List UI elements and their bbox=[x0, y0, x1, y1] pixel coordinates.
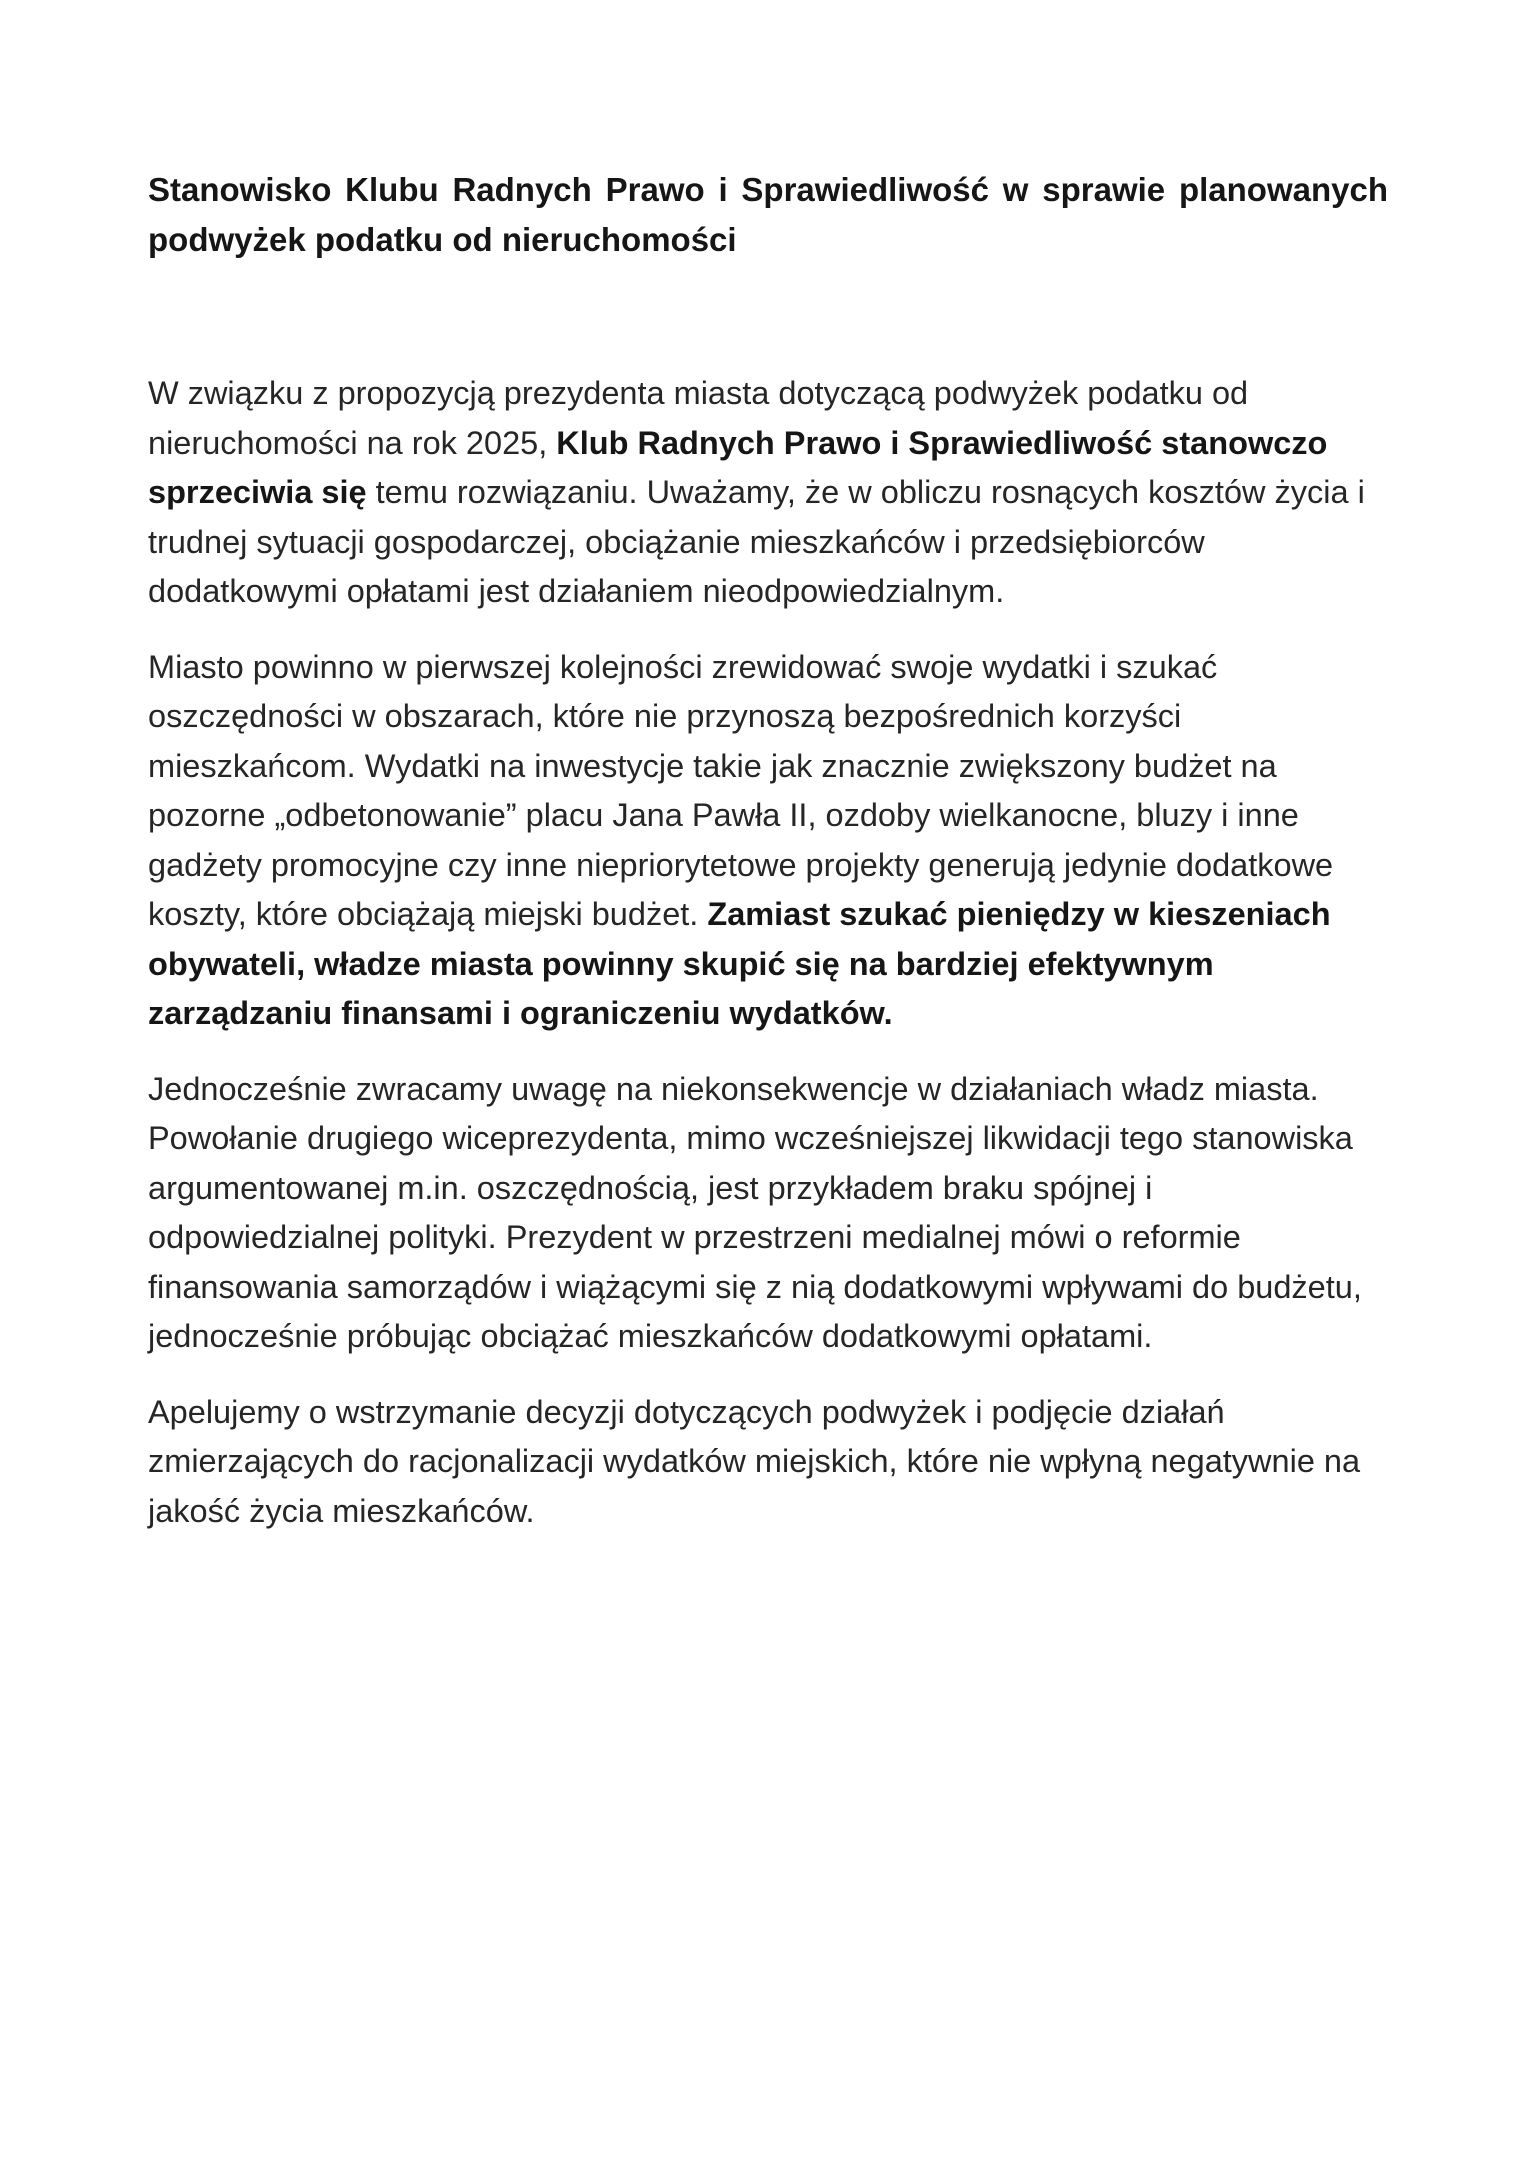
paragraph-1 bbox=[148, 369, 1388, 617]
paragraph-4-run-1: Apelujemy o wstrzymanie decyzji dotyczących podwyżek i podjęcie działań zmierzających do racjonalizacji wydatków miejskich, które nie wpłyną negatywnie na jakość życia mieszkańców. bbox=[148, 1393, 1361, 1529]
paragraph-1-run-3: temu rozwiązaniu. Uważamy, że w obliczu rosnących kosztów życia i trudnej sytuacji gospodarczej, obciążanie mieszkańców i przedsiębiorców dodatkowymi opłatami jest działaniem nieodpowiedzialnym. bbox=[148, 474, 1365, 609]
document-title: Stanowisko Klubu Radnych Prawo i Sprawiedliwość w sprawie planowanych podwyżek podatku od nieruchomości bbox=[148, 171, 1388, 258]
paragraph-1-run-2: Klub Radnych Prawo i Sprawiedliwość stanowczo sprzeciwia się bbox=[148, 424, 1328, 510]
paragraph-4 bbox=[148, 1388, 1388, 1537]
paragraph-2-run-1: Miasto powinno w pierwszej kolejności zrewidować swoje wydatki i szukać oszczędności w obszarach, które nie przynoszą bezpośrednich korzyści mieszkańcom. Wydatki na inwestycje takie jak znacznie zwiększony budżet na pozorne „odbetonowanie” placu Jana Pawła II, ozdoby wielkanocne, bluzy i inne gadżety promocyjne czy inne niepriorytetowe projekty generują jedynie dodatkowe koszty, które obciążają miejski budżet. bbox=[148, 648, 1334, 932]
document-body bbox=[148, 369, 1388, 1536]
paragraph-1-run-1: W związku z propozycją prezydenta miasta dotyczącą podwyżek podatku od nieruchomości na rok 2025, bbox=[148, 375, 1249, 461]
paragraph-3 bbox=[148, 1065, 1388, 1362]
document-content bbox=[148, 165, 1388, 1562]
paragraph-2-run-2: Zamiast szukać pieniędzy w kieszeniach obywateli, władze miasta powinny skupić się na bardziej efektywnym zarządzaniu finansami i ograniczeniu wydatków. bbox=[148, 896, 1331, 1031]
paragraph-3-run-1: Jednocześnie zwracamy uwagę na niekonsekwencje w działaniach władz miasta. Powołanie drugiego wiceprezydenta, mimo wcześniejszej likwidacji tego stanowiska argumentowanej m.in. oszczędnością, jest przykładem braku spójnej i odpowiedzialnej polityki. Prezydent w przestrzeni medialnej mówi o reformie finansowania samorządów i wiążącymi się z nią dodatkowymi wpływami do budżetu, jednocześnie próbując obciążać mieszkańców dodatkowymi opłatami. bbox=[148, 1070, 1362, 1354]
paragraph-2 bbox=[148, 643, 1388, 1039]
